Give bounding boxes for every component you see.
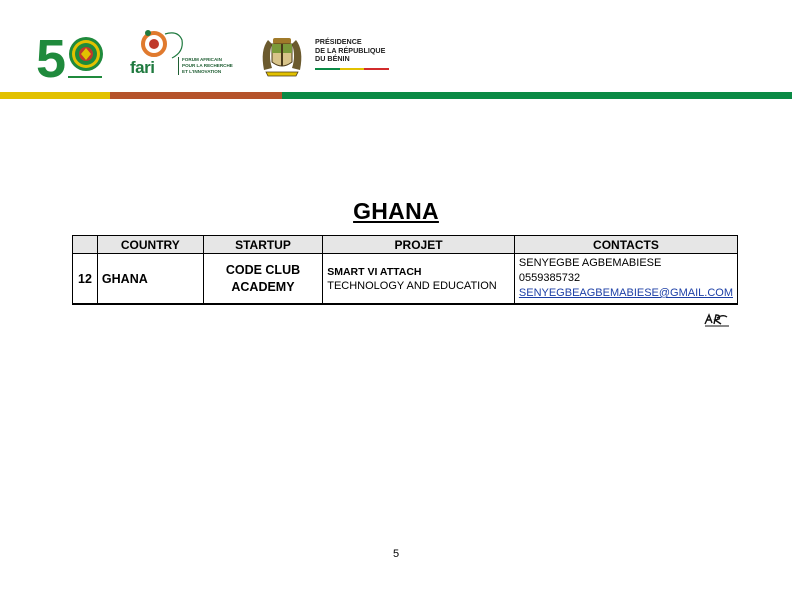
logo-50-digit: 5 [36,30,67,82]
presidence-republique-benin: PRÉSIDENCE DE LA RÉPUBLIQUE DU BÉNIN [315,37,386,64]
row-projet [323,254,515,305]
table-row [73,254,738,305]
fari-subtitle: FORUM AFRICAIN POUR LA RECHERCHE ET L'INNOVATION [178,57,242,75]
row-startup: CODE CLUB ACADEMY [203,254,323,305]
header-startup: STARTUP [203,236,323,254]
header-country: COUNTRY [97,236,203,254]
contact-name: SENYEGBE AGBEMABIESE [518,257,662,269]
startup-table [72,235,738,305]
header-projet: PROJET [323,236,515,254]
header-contacts: CONTACTS [514,236,737,254]
benin-coat-of-arms-icon [258,30,306,78]
fari-logo [130,28,240,80]
project-name: SMART VI ATTACH [327,265,422,278]
contact-email-link[interactable]: SENYEGBEAGBEMABIESE@GMAIL.COM [518,287,733,299]
row-number: 12 [73,254,98,305]
fari-wordmark: fari [130,58,155,77]
row-contacts [514,254,737,305]
table-header-row [73,236,738,254]
signature-initials-icon [703,312,731,328]
row-country: GHANA [97,254,203,305]
benin-flag-line [315,68,389,70]
header-color-band [0,92,792,99]
contact-phone: 0559385732 [518,272,581,284]
ecowas-50-logo [36,30,104,82]
page-title: GHANA [353,198,439,224]
header-logos [36,28,436,84]
header-num [73,236,98,254]
project-sector: TECHNOLOGY AND EDUCATION [327,279,497,292]
page-number: 5 [392,548,400,560]
